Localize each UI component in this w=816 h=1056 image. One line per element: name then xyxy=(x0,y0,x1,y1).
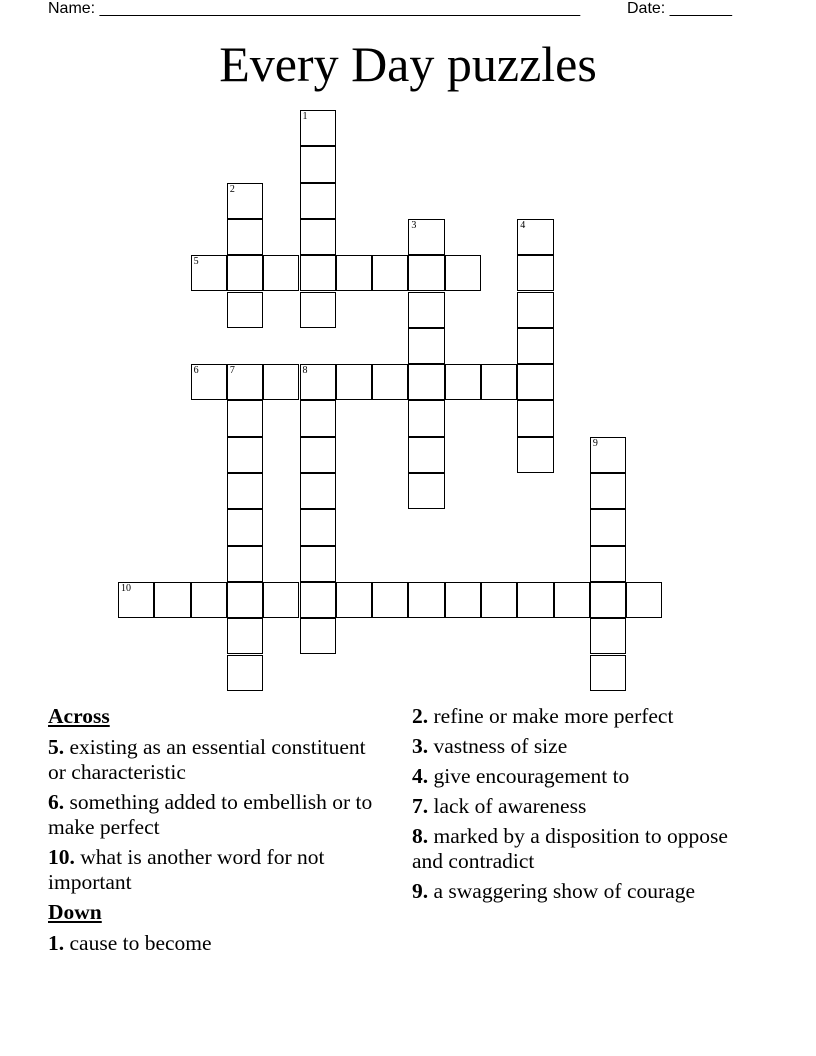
grid-cell[interactable] xyxy=(191,255,227,291)
down-clue-1 xyxy=(48,931,388,956)
cell-number: 3 xyxy=(411,219,417,231)
clue-text: something added to embellish or to make perfect xyxy=(48,790,373,839)
grid-cell[interactable] xyxy=(263,364,299,400)
across-clue-10 xyxy=(48,845,388,895)
grid-cell[interactable] xyxy=(408,328,444,364)
grid-cell[interactable] xyxy=(554,582,590,618)
cell-number: 1 xyxy=(302,111,308,122)
clues-column-left xyxy=(48,704,388,961)
grid-cell[interactable] xyxy=(227,400,263,436)
grid-cell[interactable] xyxy=(300,400,336,436)
grid-cell[interactable] xyxy=(372,255,408,291)
grid-cell[interactable] xyxy=(590,473,626,509)
grid-cell[interactable] xyxy=(300,509,336,545)
grid-cell[interactable] xyxy=(263,582,299,618)
grid-cell[interactable] xyxy=(408,292,444,328)
across-heading: Across xyxy=(48,704,110,728)
grid-cell[interactable] xyxy=(300,219,336,255)
clue-text: vastness of size xyxy=(433,734,568,758)
grid-cell[interactable] xyxy=(118,582,154,618)
grid-cell[interactable] xyxy=(300,146,336,182)
grid-cell[interactable] xyxy=(227,183,263,219)
clue-number: 6. xyxy=(48,790,65,814)
grid-cell[interactable] xyxy=(372,582,408,618)
grid-cell[interactable] xyxy=(227,655,263,691)
grid-cell[interactable] xyxy=(445,364,481,400)
date-field-label: Date: _______ xyxy=(627,0,732,17)
cell-number: 6 xyxy=(193,365,199,377)
grid-cell[interactable] xyxy=(300,364,336,400)
grid-cell[interactable] xyxy=(590,655,626,691)
down-clue-7 xyxy=(412,794,752,819)
grid-cell[interactable] xyxy=(517,582,553,618)
clue-number: 2. xyxy=(412,704,429,728)
grid-cell[interactable] xyxy=(336,364,372,400)
grid-cell[interactable] xyxy=(227,509,263,545)
down-clue-4 xyxy=(412,764,752,789)
grid-cell[interactable] xyxy=(517,364,553,400)
cell-number: 10 xyxy=(121,582,131,594)
grid-cell[interactable] xyxy=(227,255,263,291)
grid-cell[interactable] xyxy=(300,473,336,509)
clues-column-right xyxy=(412,704,752,909)
clue-text: lack of awareness xyxy=(433,794,587,818)
grid-cell[interactable] xyxy=(191,582,227,618)
clue-text: cause to become xyxy=(69,931,212,955)
across-clue-5 xyxy=(48,735,388,785)
across-clue-6 xyxy=(48,790,388,840)
grid-cell[interactable] xyxy=(408,582,444,618)
grid-cell[interactable] xyxy=(517,437,553,473)
clue-number: 5. xyxy=(48,735,65,759)
grid-cell[interactable] xyxy=(300,183,336,219)
grid-cell[interactable] xyxy=(590,509,626,545)
grid-cell[interactable] xyxy=(408,219,444,255)
clue-text: give encouragement to xyxy=(433,764,630,788)
grid-cell[interactable] xyxy=(227,364,263,400)
cell-number: 4 xyxy=(520,219,526,231)
grid-cell[interactable] xyxy=(517,400,553,436)
down-clue-8 xyxy=(412,824,752,874)
cell-number: 9 xyxy=(592,437,598,449)
clue-number: 10. xyxy=(48,845,75,869)
cell-number: 8 xyxy=(302,365,308,377)
grid-cell[interactable] xyxy=(263,255,299,291)
grid-cell[interactable] xyxy=(336,255,372,291)
clue-number: 1. xyxy=(48,931,65,955)
grid-cell[interactable] xyxy=(227,473,263,509)
cell-number: 7 xyxy=(229,365,235,377)
grid-cell[interactable] xyxy=(481,582,517,618)
grid-cell[interactable] xyxy=(517,328,553,364)
grid-cell[interactable] xyxy=(517,292,553,328)
grid-cell[interactable] xyxy=(300,546,336,582)
clue-number: 8. xyxy=(412,824,429,848)
clue-text: what is another word for not important xyxy=(48,845,325,894)
down-clue-2 xyxy=(412,704,752,729)
grid-cell[interactable] xyxy=(408,255,444,291)
grid-cell[interactable] xyxy=(590,546,626,582)
grid-cell[interactable] xyxy=(590,582,626,618)
cell-number: 2 xyxy=(229,183,235,195)
grid-cell[interactable] xyxy=(408,437,444,473)
grid-cell[interactable] xyxy=(372,364,408,400)
clue-text: a swaggering show of courage xyxy=(433,879,695,903)
grid-cell[interactable] xyxy=(517,255,553,291)
grid-cell[interactable] xyxy=(590,618,626,654)
grid-cell[interactable] xyxy=(300,255,336,291)
name-field-label: Name: ______________________________________________________ xyxy=(48,0,581,17)
grid-cell[interactable] xyxy=(300,618,336,654)
down-clue-3 xyxy=(412,734,752,759)
clue-text: refine or make more perfect xyxy=(433,704,674,728)
grid-cell[interactable] xyxy=(408,364,444,400)
grid-cell[interactable] xyxy=(227,292,263,328)
grid-cell[interactable] xyxy=(300,292,336,328)
grid-cell[interactable] xyxy=(191,364,227,400)
grid-cell[interactable] xyxy=(626,582,662,618)
grid-cell[interactable] xyxy=(481,364,517,400)
grid-cell[interactable] xyxy=(154,582,190,618)
down-clue-9 xyxy=(412,879,752,904)
grid-cell[interactable] xyxy=(227,546,263,582)
grid-cell[interactable] xyxy=(590,437,626,473)
clue-number: 7. xyxy=(412,794,429,818)
grid-cell[interactable] xyxy=(300,437,336,473)
grid-cell[interactable] xyxy=(408,473,444,509)
clue-number: 3. xyxy=(412,734,429,758)
puzzle-title: Every Day puzzles xyxy=(219,36,597,92)
grid-cell[interactable] xyxy=(227,437,263,473)
grid-cell[interactable] xyxy=(445,255,481,291)
grid-cell[interactable] xyxy=(517,219,553,255)
clue-text: marked by a disposition to oppose and contradict xyxy=(412,824,728,873)
grid-cell[interactable] xyxy=(300,110,336,146)
grid-cell[interactable] xyxy=(227,219,263,255)
down-heading: Down xyxy=(48,900,102,924)
grid-cell[interactable] xyxy=(227,582,263,618)
clue-number: 9. xyxy=(412,879,429,903)
grid-cell[interactable] xyxy=(336,582,372,618)
clue-number: 4. xyxy=(412,764,429,788)
grid-cell[interactable] xyxy=(227,618,263,654)
grid-cell[interactable] xyxy=(408,400,444,436)
grid-cell[interactable] xyxy=(300,582,336,618)
cell-number: 5 xyxy=(193,256,199,268)
grid-cell[interactable] xyxy=(445,582,481,618)
clue-text: existing as an essential constituent or characteristic xyxy=(48,735,366,784)
